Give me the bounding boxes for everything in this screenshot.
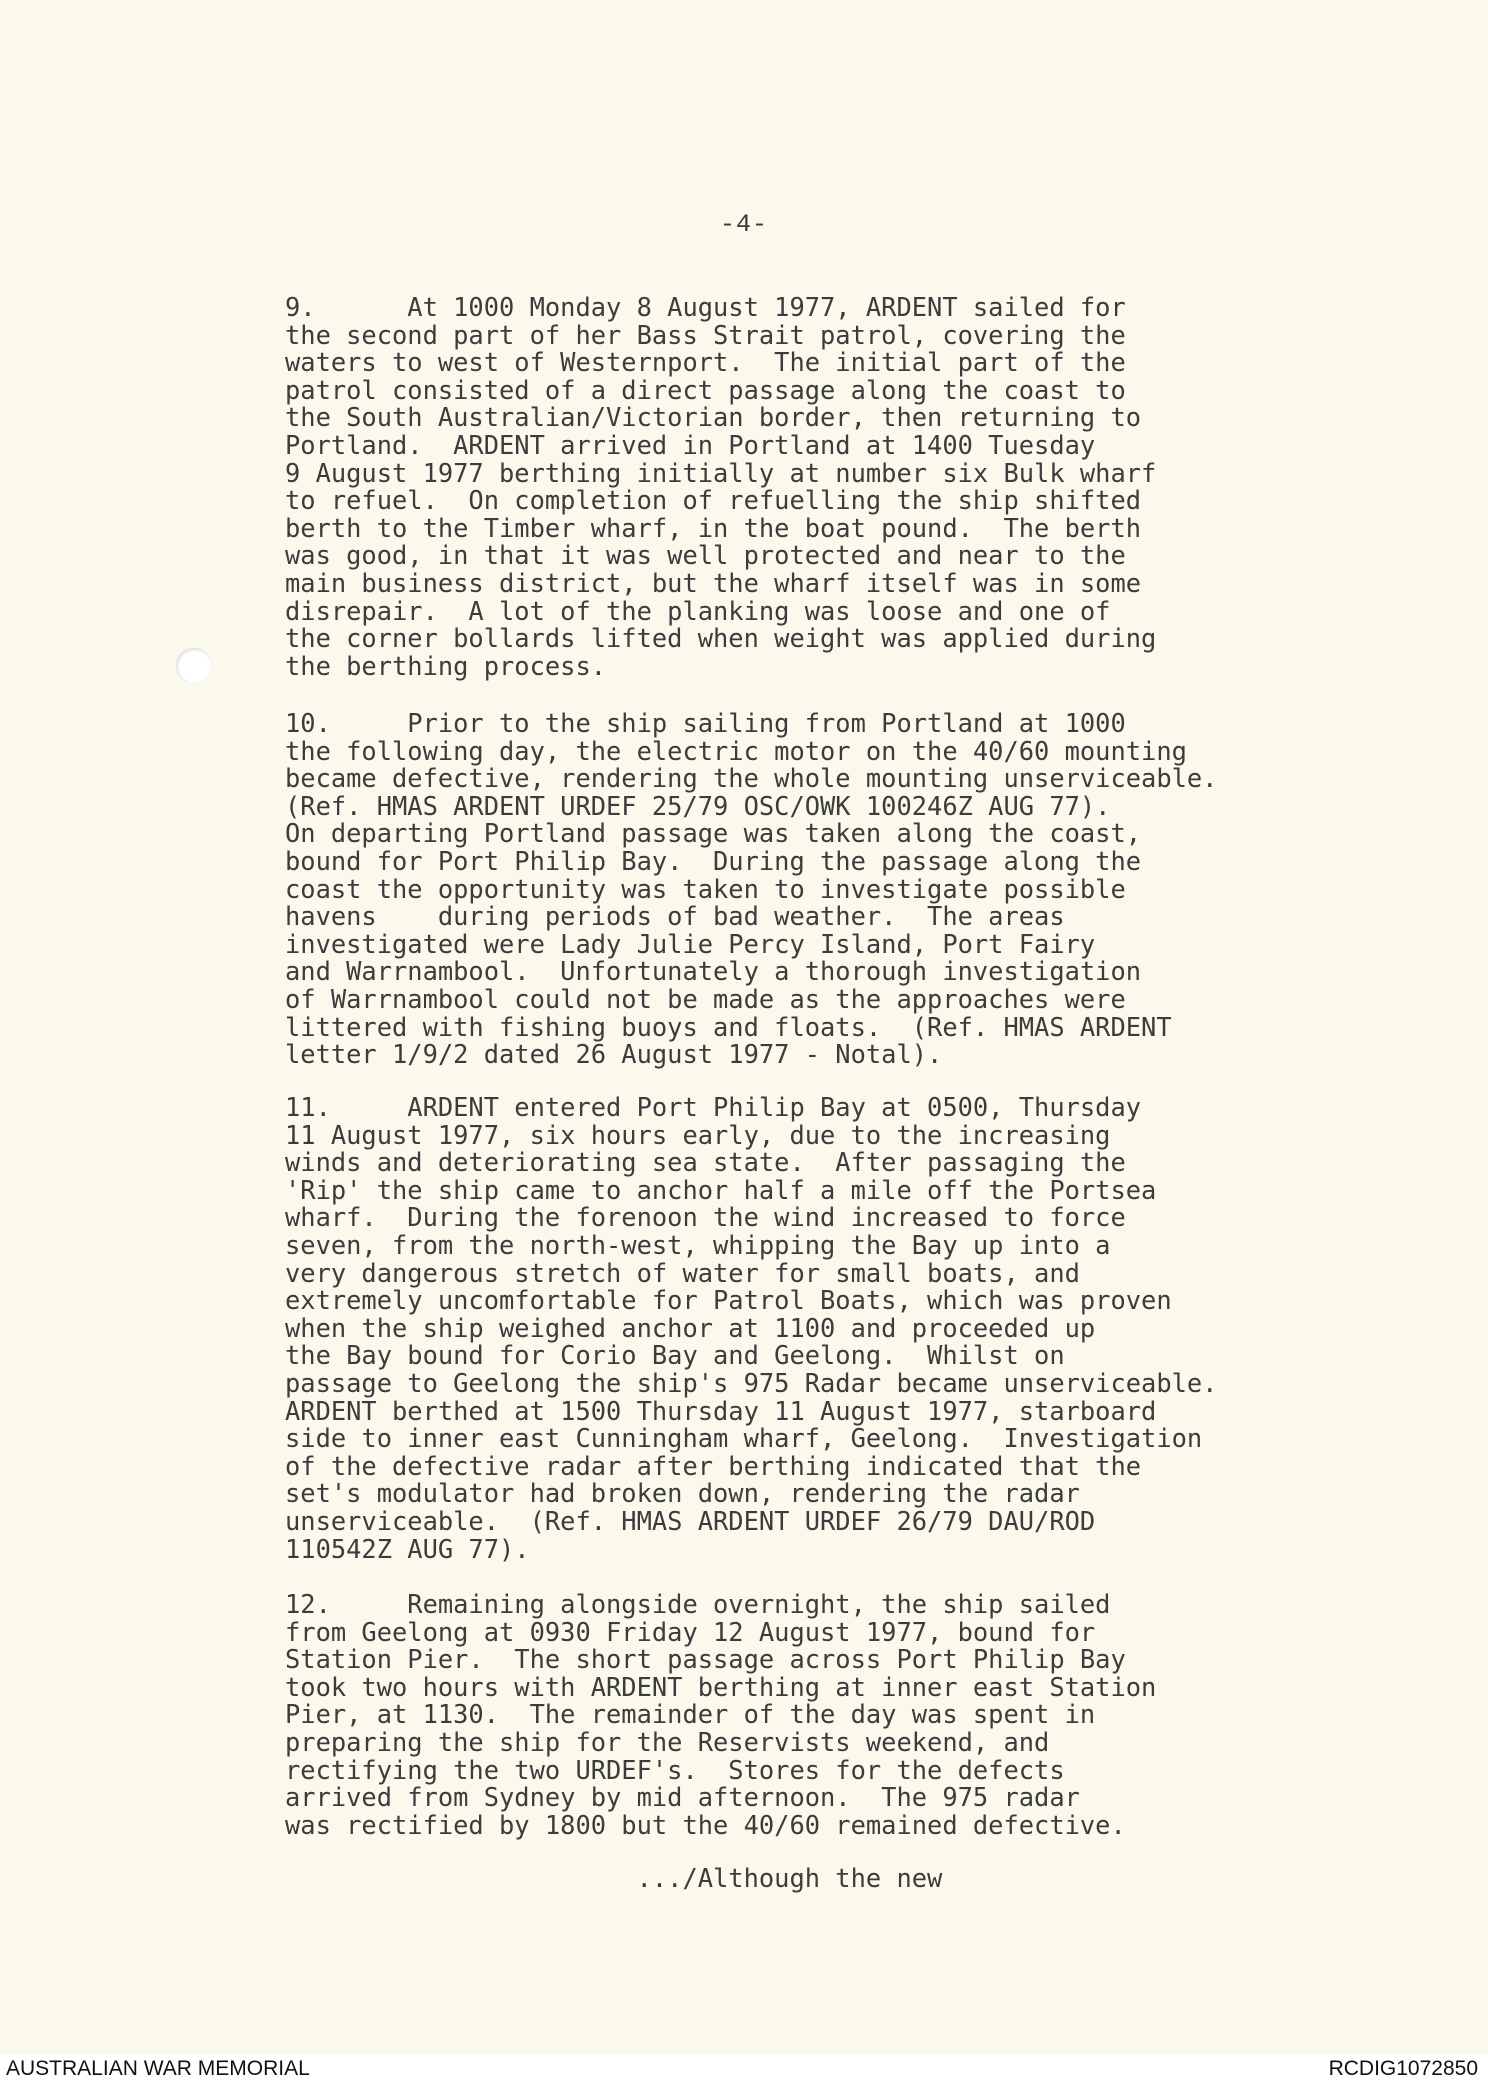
paragraph-9: 9. At 1000 Monday 8 August 1977, ARDENT sailed for the second part of her Bass Strait patrol, covering the waters to west of Westernport. The initial part of the patrol consisted of a direct passage along the coast to the South Australian/Victorian border, then returning to Portland. ARDENT arrived in Portland at 1400 Tuesday 9 August 1977 berthing initially at number six Bulk wharf to refuel. On completion of refuelling the ship shifted berth to the Timber wharf, in the boat pound. The berth was good, in that it was well protected and near to the main business district, but the wharf itself was in some disrepair. A lot of the planking was loose and one of the corner bollards lifted when weight was applied during the berthing process. [285,292,1157,681]
continuation-note: .../Although the new [285,1863,943,1893]
paragraph-12: 12. Remaining alongside overnight, the ship sailed from Geelong at 0930 Friday 12 August 1977, bound for Station Pier. The short passage across Port Philip Bay took two hours with ARDENT berthing at inner east Station Pier, at 1130. The remainder of the day was spent in preparing the ship for the Reservists weekend, and rectifying the two URDEF's. Stores for the defects arrived from Sydney by mid afternoon. The 975 radar was rectified by 1800 but the 40/60 remained defective. [285,1589,1157,1840]
paragraph-11: 11. ARDENT entered Port Philip Bay at 0500, Thursday 11 August 1977, six hours early, due to the increasing winds and deteriorating sea state. After passaging the 'Rip' the ship came to anchor half a mile off the Portsea wharf. During the forenoon the wind increased to force seven, from the north-west, whipping the Bay up into a very dangerous stretch of water for small boats, and extremely uncomfortable for Patrol Boats, which was proven when the ship weighed anchor at 1100 and proceeded up the Bay bound for Corio Bay and Geelong. Whilst on passage to Geelong the ship's 975 Radar became unserviceable. ARDENT berthed at 1500 Thursday 11 August 1977, starboard side to inner east Cunningham wharf, Geelong. Investigation of the defective radar after berthing indicated that the set's modulator had broken down, rendering the radar unserviceable. (Ref. HMAS ARDENT URDEF 26/79 DAU/ROD 110542Z AUG 77). [285,1092,1218,1564]
page-number: -4- [720,210,769,239]
paragraph-10: 10. Prior to the ship sailing from Portland at 1000 the following day, the electric motor on the 40/60 mounting became defective, rendering the whole mounting unserviceable. (Ref. HMAS ARDENT URDEF 25/79 OSC/OWK 100246Z AUG 77). On departing Portland passage was taken along the coast, bound for Port Philip Bay. During the passage along the coast the opportunity was taken to investigate possible havens during periods of bad weather. The areas investigated were Lady Julie Percy Island, Port Fairy and Warrnambool. Unfortunately a thorough investigation of Warrnambool could not be made as the approaches were littered with fishing buoys and floats. (Ref. HMAS ARDENT letter 1/9/2 dated 26 August 1977 - Notal). [285,708,1218,1070]
footer-record-id: RCDIG1072850 [1328,2057,1478,2080]
footer-institution: AUSTRALIAN WAR MEMORIAL [6,2057,310,2080]
punch-hole-top [176,648,212,684]
